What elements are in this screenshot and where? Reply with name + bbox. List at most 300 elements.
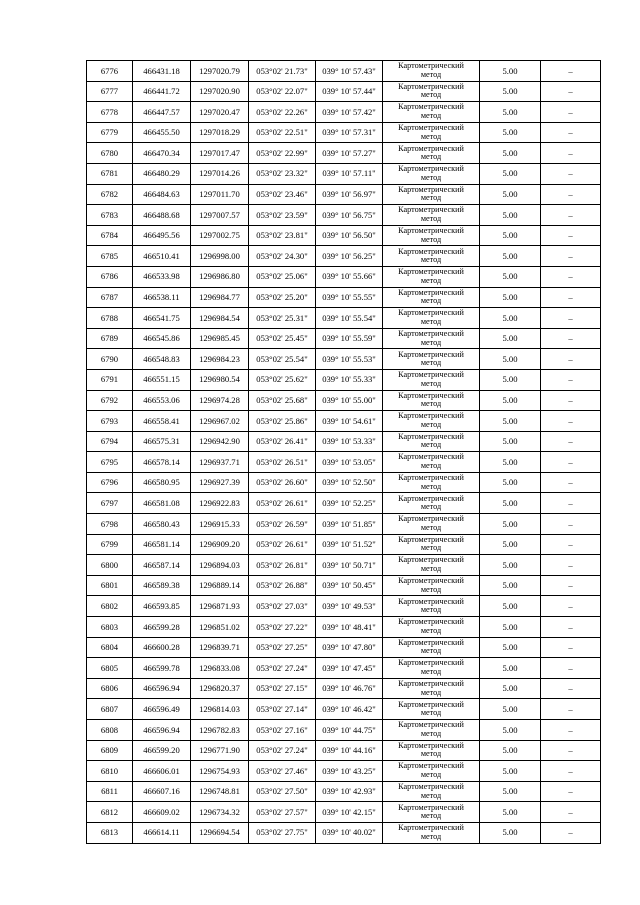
point-number-cell: 6801 [87,575,133,596]
method-cell [383,514,480,535]
method-cell [383,163,480,184]
y-coordinate-cell: 1296984.77 [191,287,249,308]
x-coordinate-cell: 466581.08 [133,493,191,514]
method-line2: метод [420,440,442,450]
latitude-cell: 053°02' 25.20" [249,287,316,308]
method-line2: метод [420,296,442,306]
point-number-cell: 6790 [87,349,133,370]
latitude-cell: 053°02' 26.81" [249,555,316,576]
accuracy-cell: 5.00 [480,658,541,679]
longitude-cell: 039° 10' 56.50" [316,225,383,246]
accuracy-cell: 5.00 [480,431,541,452]
method-line1: Картометрический [398,349,464,359]
method-cell [383,761,480,782]
method-cell [383,452,480,473]
x-coordinate-cell: 466607.16 [133,781,191,802]
method-line2: метод [420,110,442,120]
method-line1: Картометрический [398,823,464,833]
method-line2: метод [420,316,442,326]
longitude-cell: 039° 10' 47.80" [316,637,383,658]
longitude-cell: 039° 10' 56.97" [316,184,383,205]
description-cell: – [541,514,601,535]
method-line2: метод [420,543,442,553]
point-number-cell: 6809 [87,740,133,761]
accuracy-cell: 5.00 [480,534,541,555]
x-coordinate-cell: 466593.85 [133,596,191,617]
point-number-cell: 6795 [87,452,133,473]
x-coordinate-cell: 466548.83 [133,349,191,370]
table-row [87,493,601,514]
method-cell [383,184,480,205]
latitude-cell: 053°02' 26.41" [249,431,316,452]
y-coordinate-cell: 1296754.93 [191,761,249,782]
table-row [87,596,601,617]
y-coordinate-cell: 1296985.45 [191,328,249,349]
method-line2: метод [420,275,442,285]
method-line2: метод [420,234,442,244]
description-cell: – [541,555,601,576]
accuracy-cell: 5.00 [480,61,541,82]
accuracy-cell: 5.00 [480,122,541,143]
longitude-cell: 039° 10' 55.66" [316,266,383,287]
y-coordinate-cell: 1296984.23 [191,349,249,370]
latitude-cell: 053°02' 26.59" [249,514,316,535]
y-coordinate-cell: 1296980.54 [191,369,249,390]
longitude-cell: 039° 10' 55.55" [316,287,383,308]
method-line1: Картометрический [398,493,464,503]
y-coordinate-cell: 1297018.29 [191,122,249,143]
description-cell: – [541,287,601,308]
y-coordinate-cell: 1296894.03 [191,555,249,576]
y-coordinate-cell: 1297007.57 [191,205,249,226]
method-line1: Картометрический [398,658,464,668]
point-number-cell: 6804 [87,637,133,658]
method-line2: метод [420,213,442,223]
y-coordinate-cell: 1296974.28 [191,390,249,411]
accuracy-cell: 5.00 [480,308,541,329]
point-number-cell: 6787 [87,287,133,308]
latitude-cell: 053°02' 26.61" [249,534,316,555]
method-line1: Картометрический [398,184,464,194]
x-coordinate-cell: 466431.18 [133,61,191,82]
method-line2: метод [420,687,442,697]
method-line1: Картометрический [398,390,464,400]
longitude-cell: 039° 10' 55.54" [316,308,383,329]
coordinates-table [86,60,601,844]
method-line2: метод [420,605,442,615]
x-coordinate-cell: 466580.95 [133,472,191,493]
description-cell: – [541,678,601,699]
method-line1: Картометрический [398,473,464,483]
accuracy-cell: 5.00 [480,246,541,267]
method-cell [383,699,480,720]
y-coordinate-cell: 1296771.90 [191,740,249,761]
method-line2: метод [420,399,442,409]
description-cell: – [541,308,601,329]
table-row [87,555,601,576]
longitude-cell: 039° 10' 48.41" [316,617,383,638]
method-line1: Картометрический [398,411,464,421]
method-line2: метод [420,522,442,532]
latitude-cell: 053°02' 25.31" [249,308,316,329]
x-coordinate-cell: 466581.14 [133,534,191,555]
description-cell: – [541,658,601,679]
longitude-cell: 039° 10' 57.27" [316,143,383,164]
latitude-cell: 053°02' 27.15" [249,678,316,699]
point-number-cell: 6783 [87,205,133,226]
longitude-cell: 039° 10' 54.61" [316,411,383,432]
y-coordinate-cell: 1296851.02 [191,617,249,638]
latitude-cell: 053°02' 25.54" [249,349,316,370]
x-coordinate-cell: 466600.28 [133,637,191,658]
table-row [87,514,601,535]
description-cell: – [541,205,601,226]
method-cell [383,617,480,638]
method-line1: Картометрический [398,308,464,318]
accuracy-cell: 5.00 [480,555,541,576]
y-coordinate-cell: 1296998.00 [191,246,249,267]
y-coordinate-cell: 1297020.47 [191,102,249,123]
y-coordinate-cell: 1297020.90 [191,81,249,102]
x-coordinate-cell: 466589.38 [133,575,191,596]
table-row [87,225,601,246]
table-row [87,122,601,143]
method-line1: Картометрический [398,555,464,565]
latitude-cell: 053°02' 22.07" [249,81,316,102]
table-row [87,81,601,102]
description-cell: – [541,472,601,493]
method-line1: Картометрический [398,720,464,730]
latitude-cell: 053°02' 27.25" [249,637,316,658]
description-cell: – [541,411,601,432]
accuracy-cell: 5.00 [480,184,541,205]
accuracy-cell: 5.00 [480,225,541,246]
accuracy-cell: 5.00 [480,452,541,473]
latitude-cell: 053°02' 26.60" [249,472,316,493]
latitude-cell: 053°02' 27.16" [249,720,316,741]
latitude-cell: 053°02' 25.86" [249,411,316,432]
method-line2: метод [420,769,442,779]
description-cell: – [541,534,601,555]
x-coordinate-cell: 466470.34 [133,143,191,164]
table-row [87,617,601,638]
accuracy-cell: 5.00 [480,81,541,102]
accuracy-cell: 5.00 [480,163,541,184]
longitude-cell: 039° 10' 57.42" [316,102,383,123]
method-cell [383,102,480,123]
table-row [87,802,601,823]
method-cell [383,802,480,823]
y-coordinate-cell: 1296927.39 [191,472,249,493]
longitude-cell: 039° 10' 52.50" [316,472,383,493]
table-row [87,205,601,226]
longitude-cell: 039° 10' 57.11" [316,163,383,184]
method-cell [383,781,480,802]
method-cell [383,493,480,514]
method-cell [383,143,480,164]
longitude-cell: 039° 10' 55.00" [316,390,383,411]
accuracy-cell: 5.00 [480,411,541,432]
method-cell [383,369,480,390]
description-cell: – [541,246,601,267]
method-line2: метод [420,749,442,759]
x-coordinate-cell: 466575.31 [133,431,191,452]
x-coordinate-cell: 466553.06 [133,390,191,411]
longitude-cell: 039° 10' 57.31" [316,122,383,143]
longitude-cell: 039° 10' 56.25" [316,246,383,267]
accuracy-cell: 5.00 [480,287,541,308]
point-number-cell: 6799 [87,534,133,555]
x-coordinate-cell: 466580.43 [133,514,191,535]
point-number-cell: 6805 [87,658,133,679]
point-number-cell: 6786 [87,266,133,287]
x-coordinate-cell: 466484.63 [133,184,191,205]
latitude-cell: 053°02' 27.14" [249,699,316,720]
latitude-cell: 053°02' 26.61" [249,493,316,514]
longitude-cell: 039° 10' 44.75" [316,720,383,741]
table-row [87,720,601,741]
latitude-cell: 053°02' 24.30" [249,246,316,267]
description-cell: – [541,740,601,761]
method-cell [383,328,480,349]
description-cell: – [541,617,601,638]
table-row [87,740,601,761]
point-number-cell: 6776 [87,61,133,82]
latitude-cell: 053°02' 27.22" [249,617,316,638]
latitude-cell: 053°02' 23.81" [249,225,316,246]
x-coordinate-cell: 466545.86 [133,328,191,349]
description-cell: – [541,184,601,205]
method-cell [383,575,480,596]
x-coordinate-cell: 466606.01 [133,761,191,782]
method-cell [383,534,480,555]
method-line1: Картометрический [398,596,464,606]
point-number-cell: 6811 [87,781,133,802]
point-number-cell: 6802 [87,596,133,617]
x-coordinate-cell: 466596.49 [133,699,191,720]
method-cell [383,472,480,493]
method-line2: метод [420,358,442,368]
point-number-cell: 6782 [87,184,133,205]
latitude-cell: 053°02' 25.45" [249,328,316,349]
method-cell [383,81,480,102]
table-row [87,143,601,164]
method-line1: Картометрический [398,143,464,153]
x-coordinate-cell: 466510.41 [133,246,191,267]
description-cell: – [541,328,601,349]
table-row [87,349,601,370]
method-cell [383,390,480,411]
description-cell: – [541,266,601,287]
latitude-cell: 053°02' 27.03" [249,596,316,617]
method-line2: метод [420,461,442,471]
point-number-cell: 6813 [87,822,133,843]
description-cell: – [541,163,601,184]
method-cell [383,205,480,226]
point-number-cell: 6803 [87,617,133,638]
accuracy-cell: 5.00 [480,822,541,843]
table-row [87,452,601,473]
table-row [87,822,601,843]
method-line1: Картометрический [398,802,464,812]
accuracy-cell: 5.00 [480,205,541,226]
point-number-cell: 6785 [87,246,133,267]
method-line1: Картометрический [398,225,464,235]
method-line2: метод [420,172,442,182]
point-number-cell: 6778 [87,102,133,123]
accuracy-cell: 5.00 [480,761,541,782]
point-number-cell: 6784 [87,225,133,246]
longitude-cell: 039° 10' 46.42" [316,699,383,720]
method-cell [383,349,480,370]
method-line2: метод [420,90,442,100]
longitude-cell: 039° 10' 53.33" [316,431,383,452]
accuracy-cell: 5.00 [480,678,541,699]
x-coordinate-cell: 466447.57 [133,102,191,123]
longitude-cell: 039° 10' 46.76" [316,678,383,699]
method-line2: метод [420,625,442,635]
method-cell [383,720,480,741]
y-coordinate-cell: 1296871.93 [191,596,249,617]
point-number-cell: 6793 [87,411,133,432]
method-cell [383,658,480,679]
method-line1: Картометрический [398,679,464,689]
table-row [87,369,601,390]
method-line2: метод [420,584,442,594]
y-coordinate-cell: 1297011.70 [191,184,249,205]
method-cell [383,637,480,658]
method-cell [383,555,480,576]
description-cell: – [541,596,601,617]
x-coordinate-cell: 466587.14 [133,555,191,576]
accuracy-cell: 5.00 [480,143,541,164]
y-coordinate-cell: 1296984.54 [191,308,249,329]
method-line2: метод [420,667,442,677]
y-coordinate-cell: 1296694.54 [191,822,249,843]
latitude-cell: 053°02' 23.46" [249,184,316,205]
accuracy-cell: 5.00 [480,637,541,658]
description-cell: – [541,761,601,782]
table-row [87,163,601,184]
description-cell: – [541,390,601,411]
method-cell [383,740,480,761]
x-coordinate-cell: 466551.15 [133,369,191,390]
point-number-cell: 6807 [87,699,133,720]
table-row [87,328,601,349]
method-line2: метод [420,502,442,512]
description-cell: – [541,61,601,82]
y-coordinate-cell: 1296734.32 [191,802,249,823]
x-coordinate-cell: 466578.14 [133,452,191,473]
accuracy-cell: 5.00 [480,349,541,370]
method-line1: Картометрический [398,287,464,297]
description-cell: – [541,102,601,123]
longitude-cell: 039° 10' 57.43" [316,61,383,82]
y-coordinate-cell: 1296782.83 [191,720,249,741]
y-coordinate-cell: 1297020.79 [191,61,249,82]
x-coordinate-cell: 466614.11 [133,822,191,843]
point-number-cell: 6779 [87,122,133,143]
table-row [87,431,601,452]
method-line1: Картометрический [398,81,464,91]
description-cell: – [541,349,601,370]
description-cell: – [541,493,601,514]
description-cell: – [541,143,601,164]
method-cell [383,61,480,82]
longitude-cell: 039° 10' 53.05" [316,452,383,473]
x-coordinate-cell: 466495.56 [133,225,191,246]
table-row [87,678,601,699]
description-cell: – [541,575,601,596]
y-coordinate-cell: 1296915.33 [191,514,249,535]
point-number-cell: 6788 [87,308,133,329]
description-cell: – [541,781,601,802]
method-cell [383,287,480,308]
longitude-cell: 039° 10' 51.52" [316,534,383,555]
method-line1: Картометрический [398,370,464,380]
table-row [87,761,601,782]
description-cell: – [541,122,601,143]
method-line1: Картометрический [398,534,464,544]
y-coordinate-cell: 1296986.80 [191,266,249,287]
point-number-cell: 6798 [87,514,133,535]
method-cell [383,246,480,267]
latitude-cell: 053°02' 25.62" [249,369,316,390]
longitude-cell: 039° 10' 40.02" [316,822,383,843]
method-line1: Картометрический [398,431,464,441]
longitude-cell: 039° 10' 56.75" [316,205,383,226]
x-coordinate-cell: 466599.78 [133,658,191,679]
point-number-cell: 6797 [87,493,133,514]
description-cell: – [541,637,601,658]
method-line1: Картометрический [398,617,464,627]
method-line2: метод [420,646,442,656]
longitude-cell: 039° 10' 50.71" [316,555,383,576]
x-coordinate-cell: 466538.11 [133,287,191,308]
method-line1: Картометрический [398,102,464,112]
table-row [87,534,601,555]
accuracy-cell: 5.00 [480,617,541,638]
method-line1: Картометрический [398,740,464,750]
point-number-cell: 6780 [87,143,133,164]
method-line1: Картометрический [398,267,464,277]
method-line1: Картометрический [398,576,464,586]
method-line1: Картометрический [398,246,464,256]
description-cell: – [541,822,601,843]
accuracy-cell: 5.00 [480,781,541,802]
y-coordinate-cell: 1296814.03 [191,699,249,720]
point-number-cell: 6796 [87,472,133,493]
table-body [87,61,601,844]
x-coordinate-cell: 466596.94 [133,720,191,741]
longitude-cell: 039° 10' 55.53" [316,349,383,370]
y-coordinate-cell: 1296889.14 [191,575,249,596]
latitude-cell: 053°02' 21.73" [249,61,316,82]
x-coordinate-cell: 466541.75 [133,308,191,329]
method-line2: метод [420,831,442,841]
longitude-cell: 039° 10' 50.45" [316,575,383,596]
y-coordinate-cell: 1296909.20 [191,534,249,555]
accuracy-cell: 5.00 [480,328,541,349]
longitude-cell: 039° 10' 49.53" [316,596,383,617]
accuracy-cell: 5.00 [480,472,541,493]
method-line2: метод [420,255,442,265]
accuracy-cell: 5.00 [480,720,541,741]
y-coordinate-cell: 1296967.02 [191,411,249,432]
description-cell: – [541,452,601,473]
y-coordinate-cell: 1296839.71 [191,637,249,658]
method-line2: метод [420,564,442,574]
